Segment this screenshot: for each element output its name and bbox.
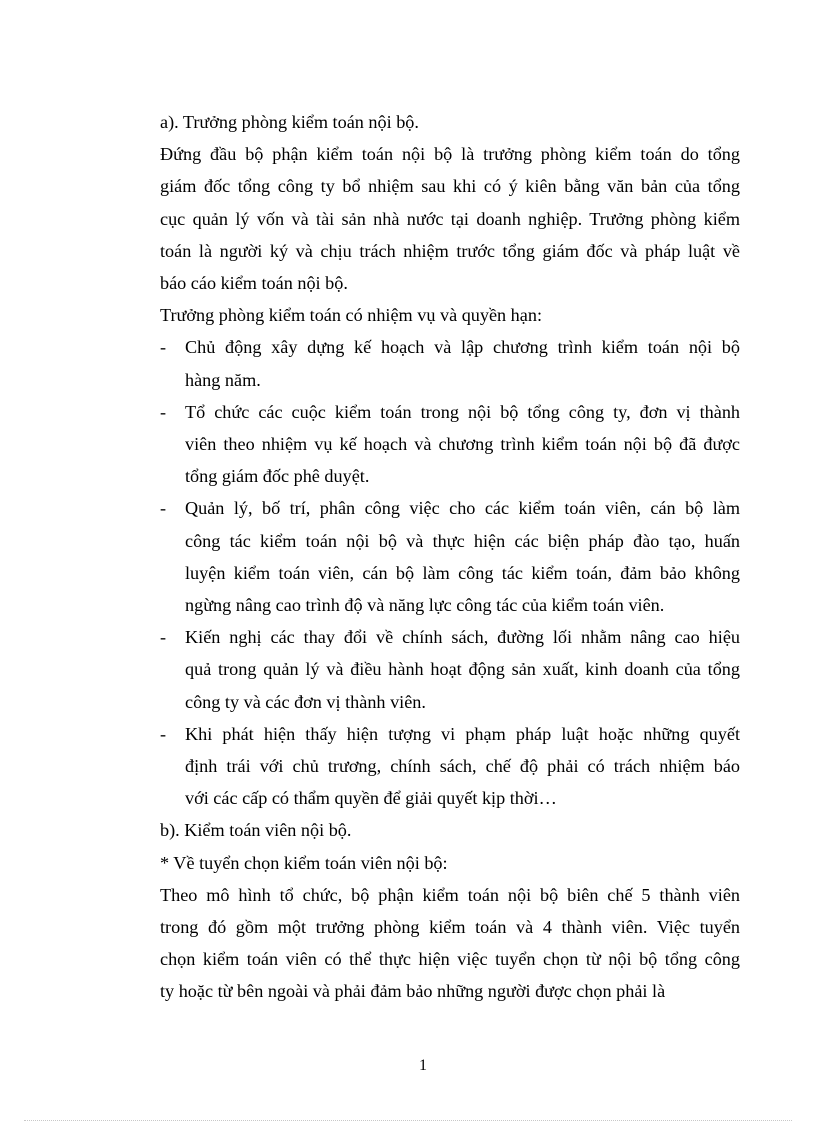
paragraph-line: Đứng đầu bộ phận kiểm toán nội bộ là trưởng phòng kiểm toán do tổng <box>160 144 740 165</box>
document-body <box>160 106 740 1008</box>
paragraph-line: ty hoặc từ bên ngoài và phải đảm bảo những người được chọn phải là <box>160 981 666 1002</box>
page-number: 1 <box>419 1057 427 1074</box>
list-item-line: định trái với chủ trương, chính sách, chế độ phải có trách nhiệm báo <box>185 756 740 777</box>
list-item <box>160 492 740 621</box>
bullet-dash: - <box>160 498 167 519</box>
paragraph-line: Theo mô hình tổ chức, bộ phận kiểm toán nội bộ biên chế 5 thành viên <box>160 884 740 905</box>
page-bottom-edge <box>24 1120 792 1121</box>
bullet-dash: - <box>160 723 167 744</box>
list-item-line: Kiến nghị các thay đổi về chính sách, đường lối nhằm nâng cao hiệu <box>185 627 740 648</box>
duties-intro: Trưởng phòng kiểm toán có nhiệm vụ và quyền hạn: <box>160 305 542 326</box>
list-item <box>160 331 740 395</box>
bullet-dash: - <box>160 401 167 422</box>
list-item-line: luyện kiểm toán viên, cán bộ làm công tác kiểm toán, đảm bảo không <box>185 562 740 583</box>
paragraph-line: trong đó gồm một trưởng phòng kiểm toán và 4 thành viên. Việc tuyển <box>160 917 740 938</box>
list-item-line: với các cấp có thẩm quyền để giải quyết kịp thời… <box>185 788 557 809</box>
list-item-line: Quản lý, bố trí, phân công việc cho các kiểm toán viên, cán bộ làm <box>185 498 740 519</box>
paragraph-line: toán là người ký và chịu trách nhiệm trước tổng giám đốc và pháp luật về <box>160 240 740 261</box>
list-item-line: viên theo nhiệm vụ kế hoạch và chương trình kiểm toán nội bộ đã được <box>185 434 740 455</box>
list-item <box>160 621 740 718</box>
list-item-line: hàng năm. <box>185 369 261 390</box>
paragraph-line: báo cáo kiểm toán nội bộ. <box>160 273 348 294</box>
paragraph-head-of-audit <box>160 138 740 299</box>
bullet-dash: - <box>160 627 167 648</box>
list-item-line: Chủ động xây dựng kế hoạch và lập chương trình kiểm toán nội bộ <box>185 337 740 358</box>
list-item-line: Tổ chức các cuộc kiểm toán trong nội bộ tổng công ty, đơn vị thành <box>185 401 740 422</box>
paragraph-line: giám đốc tổng công ty bổ nhiệm sau khi có ý kiên bằng văn bản của tổng <box>160 176 740 197</box>
list-item-line: tổng giám đốc phê duyệt. <box>185 466 370 487</box>
bullet-dash: - <box>160 337 167 358</box>
paragraph-line: cục quản lý vốn và tài sản nhà nước tại doanh nghiệp. Trưởng phòng kiểm <box>160 208 740 229</box>
paragraph-recruitment <box>160 879 740 1008</box>
list-item-line: ngừng nâng cao trình độ và năng lực công tác của kiểm toán viên. <box>185 595 665 616</box>
list-item <box>160 718 740 815</box>
list-item-line: công ty và các đơn vị thành viên. <box>185 691 426 712</box>
list-item-line: công tác kiểm toán nội bộ và thực hiện các biện pháp đào tạo, huấn <box>185 530 740 551</box>
heading-a: a). Trưởng phòng kiểm toán nội bộ. <box>160 112 419 132</box>
list-item-line: Khi phát hiện thấy hiện tượng vi phạm pháp luật hoặc những quyết <box>185 723 740 744</box>
heading-b: b). Kiểm toán viên nội bộ. <box>160 820 352 841</box>
list-item-line: quả trong quản lý và điều hành hoạt động sản xuất, kinh doanh của tổng <box>185 659 740 680</box>
recruit-heading: * Về tuyển chọn kiểm toán viên nội bộ: <box>160 852 448 873</box>
list-item <box>160 396 740 493</box>
paragraph-line: chọn kiểm toán viên có thể thực hiện việc tuyển chọn từ nội bộ tổng công <box>160 949 740 970</box>
